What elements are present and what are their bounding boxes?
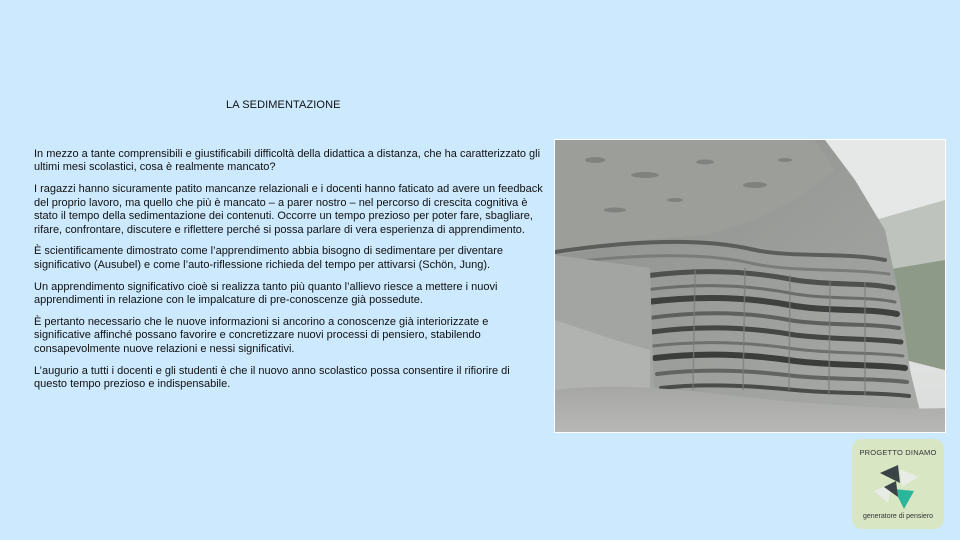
slide-title: LA SEDIMENTAZIONE [226, 99, 341, 111]
body-text [34, 148, 544, 400]
paragraph-4: Un apprendimento significativo cioè si realizza tanto più quanto l’allievo riesce a mettere i nuovi apprendimenti in relazione con le impalcature di pre-conoscenze già possedute. [34, 280, 498, 307]
paragraph-2: I ragazzi hanno sicuramente patito mancanze relazionali e i docenti hanno faticato ad avere un feedback del proprio lavoro, ma quello che più è mancato – a parer nostro – nel percorso di crescita cognitiva è stato il tempo della sedimentazione dei contenuti. Occorre un tempo prezioso per poter fare, sbagliare, rifare, confrontare, discutere e riflettere perché si possa parlare di vera esperienza di apprendimento. [34, 183, 543, 236]
paragraph-5: È pertanto necessario che le nuove informazioni si ancorino a conoscenze già interiorizzate e significative affinché possano favorire e concretizzare nuovi processi di pensiero, stabilendo consapevolmente nuove relazioni e nessi significativi. [34, 316, 489, 355]
sediment-layers-photo [554, 139, 946, 433]
logo-top-text: PROGETTO DINAMO [859, 448, 937, 457]
progetto-dinamo-logo [852, 439, 944, 529]
logo-bottom-text: generatore di pensiero [862, 513, 934, 520]
sediment-layers-image [555, 140, 945, 432]
logo-emblem-icon [870, 461, 926, 513]
paragraph-6: L’augurio a tutti i docenti e gli studenti è che il nuovo anno scolastico possa consentire il rifiorire di questo tempo prezioso e indispensabile. [34, 364, 510, 391]
paragraph-3: È scientificamente dimostrato come l’apprendimento abbia bisogno di sedimentare per diventare significativo (Ausubel) e come l’auto-riflessione richieda del tempo per attivarsi (Schön, Jung). [34, 245, 503, 271]
paragraph-1: In mezzo a tante comprensibili e giustificabili difficoltà della didattica a distanza, che ha caratterizzato gli ultimi mesi scolastici, cosa è realmente mancato? [34, 148, 541, 174]
